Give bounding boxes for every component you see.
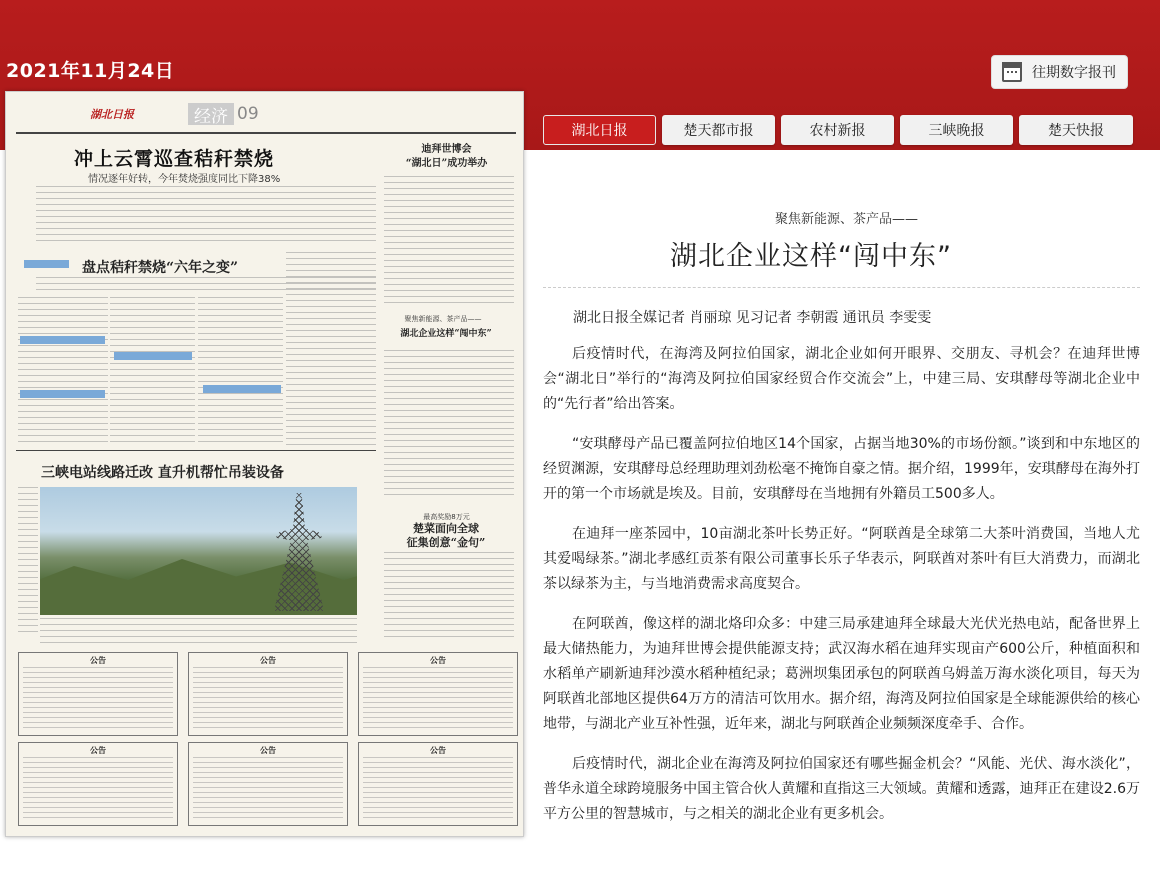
notice-title: 公告 <box>260 656 276 665</box>
archive-issues-button[interactable] <box>991 55 1128 89</box>
subheadline-straw-burning: 情况逐年好转，今年焚烧强度同比下降38% <box>88 174 281 185</box>
article-text-block <box>36 186 376 246</box>
article-text-block <box>384 552 514 642</box>
notice-box[interactable] <box>188 652 348 736</box>
section-name: 经济 <box>188 103 234 125</box>
page-number: 09 <box>237 104 259 124</box>
notice-text <box>193 757 343 821</box>
column-tag <box>24 260 69 268</box>
page-masthead <box>90 101 330 127</box>
headline-three-gorges[interactable]: 三峡电站线路迁改 直升机帮忙吊装设备 <box>41 465 284 481</box>
notice-title: 公告 <box>430 746 446 755</box>
issue-date: 2021年11月24日 <box>6 60 175 82</box>
calendar-icon <box>1002 62 1022 82</box>
notice-box[interactable] <box>188 742 348 826</box>
notice-box[interactable] <box>18 742 178 826</box>
article-text-block <box>18 487 38 637</box>
headline-six-year-change[interactable]: 盘点秸秆禁烧“六年之变” <box>82 260 239 276</box>
notice-title: 公告 <box>90 746 106 755</box>
notice-text <box>363 667 513 731</box>
notice-text <box>193 667 343 731</box>
notice-box[interactable] <box>18 652 178 736</box>
article-paragraph: 在迪拜一座茶园中，10亩湖北茶叶长势正好。“阿联酋是全球第二大茶叶消费国，当地人尤其爱喝绿茶。”湖北孝感红贡茶有限公司董事长乐子华表示，阿联酋对茶叶有巨大消费力，而湖北茶以绿茶为主，与当地消费需求高度契合。 <box>543 526 1140 592</box>
headline-hubei-day[interactable]: 迪拜世博会 “湖北日”成功举办 <box>405 144 488 169</box>
title-divider <box>543 287 1140 288</box>
inline-subtitle-bar <box>20 390 105 398</box>
notice-text <box>363 757 513 821</box>
tab-chutian-express[interactable]: 楚天快报 <box>1019 115 1133 145</box>
article-text-block <box>198 297 283 447</box>
kicker-chu-cuisine: 最高奖励8万元 <box>423 513 470 521</box>
kicker-middle-east: 聚焦新能源、茶产品—— <box>404 315 482 323</box>
article-text-block <box>286 252 376 447</box>
tab-rural-news[interactable]: 农村新报 <box>781 115 894 145</box>
headline-straw-burning[interactable]: 冲上云霄巡查秸秆禁烧 <box>74 148 275 170</box>
headline-middle-east[interactable]: 湖北企业这样“闯中东” <box>400 329 492 339</box>
notice-title: 公告 <box>260 746 276 755</box>
notice-text <box>23 667 173 731</box>
article-kicker: 聚焦新能源、茶产品—— <box>775 212 919 227</box>
article-text-block <box>384 176 514 308</box>
notice-text <box>23 757 173 821</box>
section-rule <box>16 450 376 451</box>
notice-title: 公告 <box>430 656 446 665</box>
notice-box[interactable] <box>358 742 518 826</box>
article-text-block <box>110 297 195 447</box>
headline-chu-cuisine[interactable]: 楚菜面向全球 征集创意“金句” <box>406 522 486 549</box>
article-title: 湖北企业这样“闯中东” <box>670 241 952 272</box>
pylon-shape <box>274 493 324 611</box>
notice-grid <box>18 652 518 832</box>
masthead-rule <box>16 132 516 134</box>
tab-three-gorges-evening[interactable]: 三峡晚报 <box>900 115 1013 145</box>
article-paragraph: 后疫情时代，在海湾及阿拉伯国家，湖北企业如何开眼界、交朋友、寻机会？在迪拜世博会“湖北日”举行的“海湾及阿拉伯国家经贸合作交流会”上，中建三局、安琪酵母等湖北企业中的“先行者”给出答案。 <box>543 346 1140 412</box>
paper-tabs <box>543 115 1133 145</box>
inline-subtitle-bar <box>20 336 105 344</box>
paper-logo: 湖北日报 <box>90 108 134 121</box>
article-byline: 湖北日报全媒记者 肖丽琼 见习记者 李朝霞 通讯员 李雯雯 <box>573 310 932 326</box>
article-body <box>543 306 1140 842</box>
article-paragraph: 后疫情时代，湖北企业在海湾及阿拉伯国家还有哪些掘金机会？“风能、光伏、海水淡化”，普华永道全球跨境服务中国主管合伙人黄耀和直指这三大领域。黄耀和透露，迪拜正在建设2.6万平方公里的智慧城市，与之相关的湖北企业有更多机会。 <box>543 756 1140 822</box>
article-paragraph: “安琪酵母产品已覆盖阿拉伯地区14个国家，占据当地30%的市场份额。”谈到和中东地区的经贸渊源，安琪酵母总经理助理刘劲松毫不掩饰自豪之情。据介绍，1999年，安琪酵母在海外打开的第一个市场就是埃及。目前，安琪酵母在当地拥有外籍员工500多人。 <box>543 436 1140 502</box>
tab-chutian-metropolis[interactable]: 楚天都市报 <box>662 115 775 145</box>
inline-subtitle-bar <box>114 352 192 360</box>
archive-issues-label: 往期数字报刊 <box>1032 65 1116 81</box>
article-text-block <box>18 297 108 447</box>
article-paragraph: 在阿联酋，像这样的湖北烙印众多：中建三局承建迪拜全球最大光伏光热电站，配备世界上最大储热能力，为迪拜世博会提供能源支持；武汉海水稻在迪拜实现亩产600公斤，种植面积和水稻单产刷新迪拜沙漠水稻种植纪录；葛洲坝集团承包的阿联酋乌姆盖万海水淡化项目，每天为阿联酋北部地区提供64万方的清洁可饮用水。据介绍，海湾及阿拉伯国家是全球能源供给的核心地带，与湖北产业互补性强，近年来，湖北与阿联酋企业频频深度牵手、合作。 <box>543 616 1140 732</box>
newspaper-page-thumbnail[interactable] <box>5 91 524 837</box>
helicopter-power-line-photo <box>40 487 357 615</box>
notice-title: 公告 <box>90 656 106 665</box>
article-text-block <box>384 350 514 500</box>
article-text-block <box>40 618 357 646</box>
inline-subtitle-bar <box>203 385 281 393</box>
tab-hubei-daily[interactable]: 湖北日报 <box>543 115 656 145</box>
notice-box[interactable] <box>358 652 518 736</box>
